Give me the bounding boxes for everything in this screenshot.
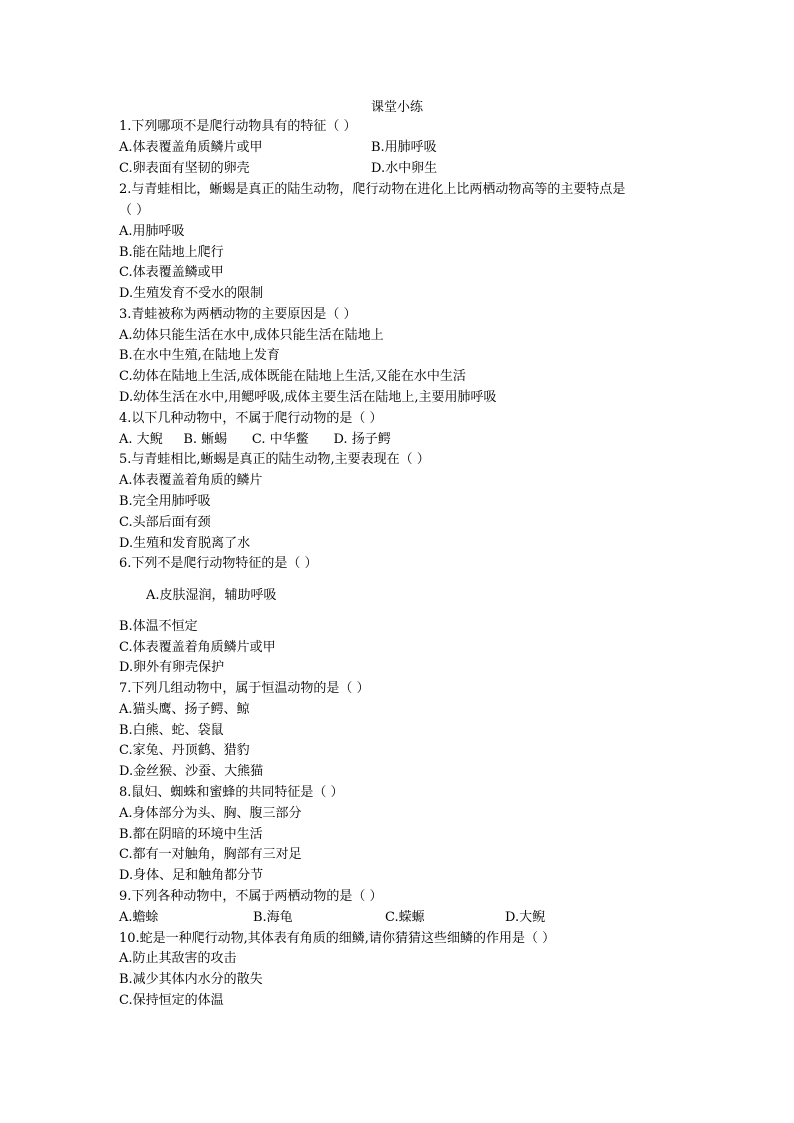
question-8-option-b: B.都在阴暗的环境中生活 (119, 827, 263, 842)
question-8-option-a: A.身体部分为头、胸、腹三部分 (119, 806, 302, 821)
question-10-option-c: C.保持恒定的体温 (119, 993, 224, 1008)
question-1-option-c: C.卵表面有坚韧的卵壳 (119, 161, 250, 176)
question-9-stem: 9.下列各种动物中，不属于两栖动物的是（ ） (119, 889, 383, 904)
question-5-option-a: A.体表覆盖着角质的鳞片 (119, 473, 263, 488)
question-2-option-d: D.生殖发育不受水的限制 (119, 286, 264, 301)
question-6-option-a: A.皮肤湿润，辅助呼吸 (146, 588, 277, 603)
question-4-stem: 4.以下几种动物中，不属于爬行动物的是（ ） (119, 411, 383, 426)
question-3-option-b: B.在水中生殖,在陆地上发育 (119, 348, 280, 363)
question-2-stem: 2.与青蛙相比，蜥蜴是真正的陆生动物，爬行动物在进化上比两栖动物高等的主要特点是 (119, 182, 626, 197)
question-6-option-d: D.卵外有卵壳保护 (119, 660, 225, 675)
question-9-option-b: B.海龟 (253, 910, 293, 925)
question-7-option-d: D.金丝猴、沙蚕、大熊猫 (119, 764, 264, 779)
question-1-option-b: B.用肺呼吸 (371, 140, 437, 155)
question-7-option-a: A.猫头鹰、扬子鳄、鲸 (119, 702, 250, 717)
question-3-option-d: D.幼体生活在水中,用鳃呼吸,成体主要生活在陆地上,主要用肺呼吸 (119, 390, 497, 405)
question-5-option-c: C.头部后面有颈 (119, 515, 211, 530)
question-5-stem: 5.与青蛙相比,蜥蜴是真正的陆生动物,主要表现在（ ） (119, 452, 430, 467)
question-10-stem: 10.蛇是一种爬行动物,其体表有角质的细鳞,请你猜猜这些细鳞的作用是（ ） (119, 931, 556, 946)
question-7-option-b: B.白熊、蛇、袋鼠 (119, 723, 224, 738)
question-8-option-d: D.身体、足和触角都分节 (119, 868, 264, 883)
question-8-option-c: C.都有一对触角，胸部有三对足 (119, 847, 302, 862)
question-2-option-b: B.能在陆地上爬行 (119, 245, 224, 260)
question-6-option-b: B.体温不恒定 (119, 619, 198, 634)
question-10-option-b: B.减少其体内水分的散失 (119, 972, 263, 987)
question-3-stem: 3.青蛙被称为两栖动物的主要原因是（ ） (119, 307, 357, 322)
question-1-option-d: D.水中卵生 (371, 161, 438, 176)
question-3-option-c: C.幼体在陆地上生活,成体既能在陆地上生活,又能在水中生活 (119, 369, 466, 384)
question-10-option-a: A.防止其敌害的攻击 (119, 951, 237, 966)
page-title: 课堂小练 (370, 100, 423, 115)
question-5-option-d: D.生殖和发育脱离了水 (119, 536, 251, 551)
question-7-option-c: C.家兔、丹顶鹤、猎豹 (119, 743, 250, 758)
question-8-stem: 8.鼠妇、蜘蛛和蜜蜂的共同特征是（ ） (119, 785, 344, 800)
question-2-paren: （ ） (119, 203, 150, 218)
question-2-option-a: A.用肺呼吸 (119, 224, 185, 239)
question-1-option-a: A.体表覆盖角质鳞片或甲 (119, 140, 263, 155)
question-1-stem: 1.下列哪项不是爬行动物具有的特征（ ） (119, 119, 357, 134)
question-6-stem: 6.下列不是爬行动物特征的是（ ） (119, 556, 318, 571)
question-3-option-a: A.幼体只能生活在水中,成体只能生活在陆地上 (119, 328, 384, 343)
question-9-option-c: C.蝾螈 (385, 910, 425, 925)
question-2-option-c: C.体表覆盖鳞或甲 (119, 265, 224, 280)
question-4-options: A. 大鲵 B. 蜥蜴 C. 中华鳖 D. 扬子鳄 (119, 432, 391, 447)
question-9-option-a: A.蟾蜍 (119, 910, 159, 925)
question-6-option-c: C.体表覆盖着角质鳞片或甲 (119, 640, 276, 655)
question-5-option-b: B.完全用肺呼吸 (119, 494, 211, 509)
question-9-option-d: D.大鲵 (505, 910, 546, 925)
question-7-stem: 7.下列几组动物中，属于恒温动物的是（ ） (119, 681, 370, 696)
